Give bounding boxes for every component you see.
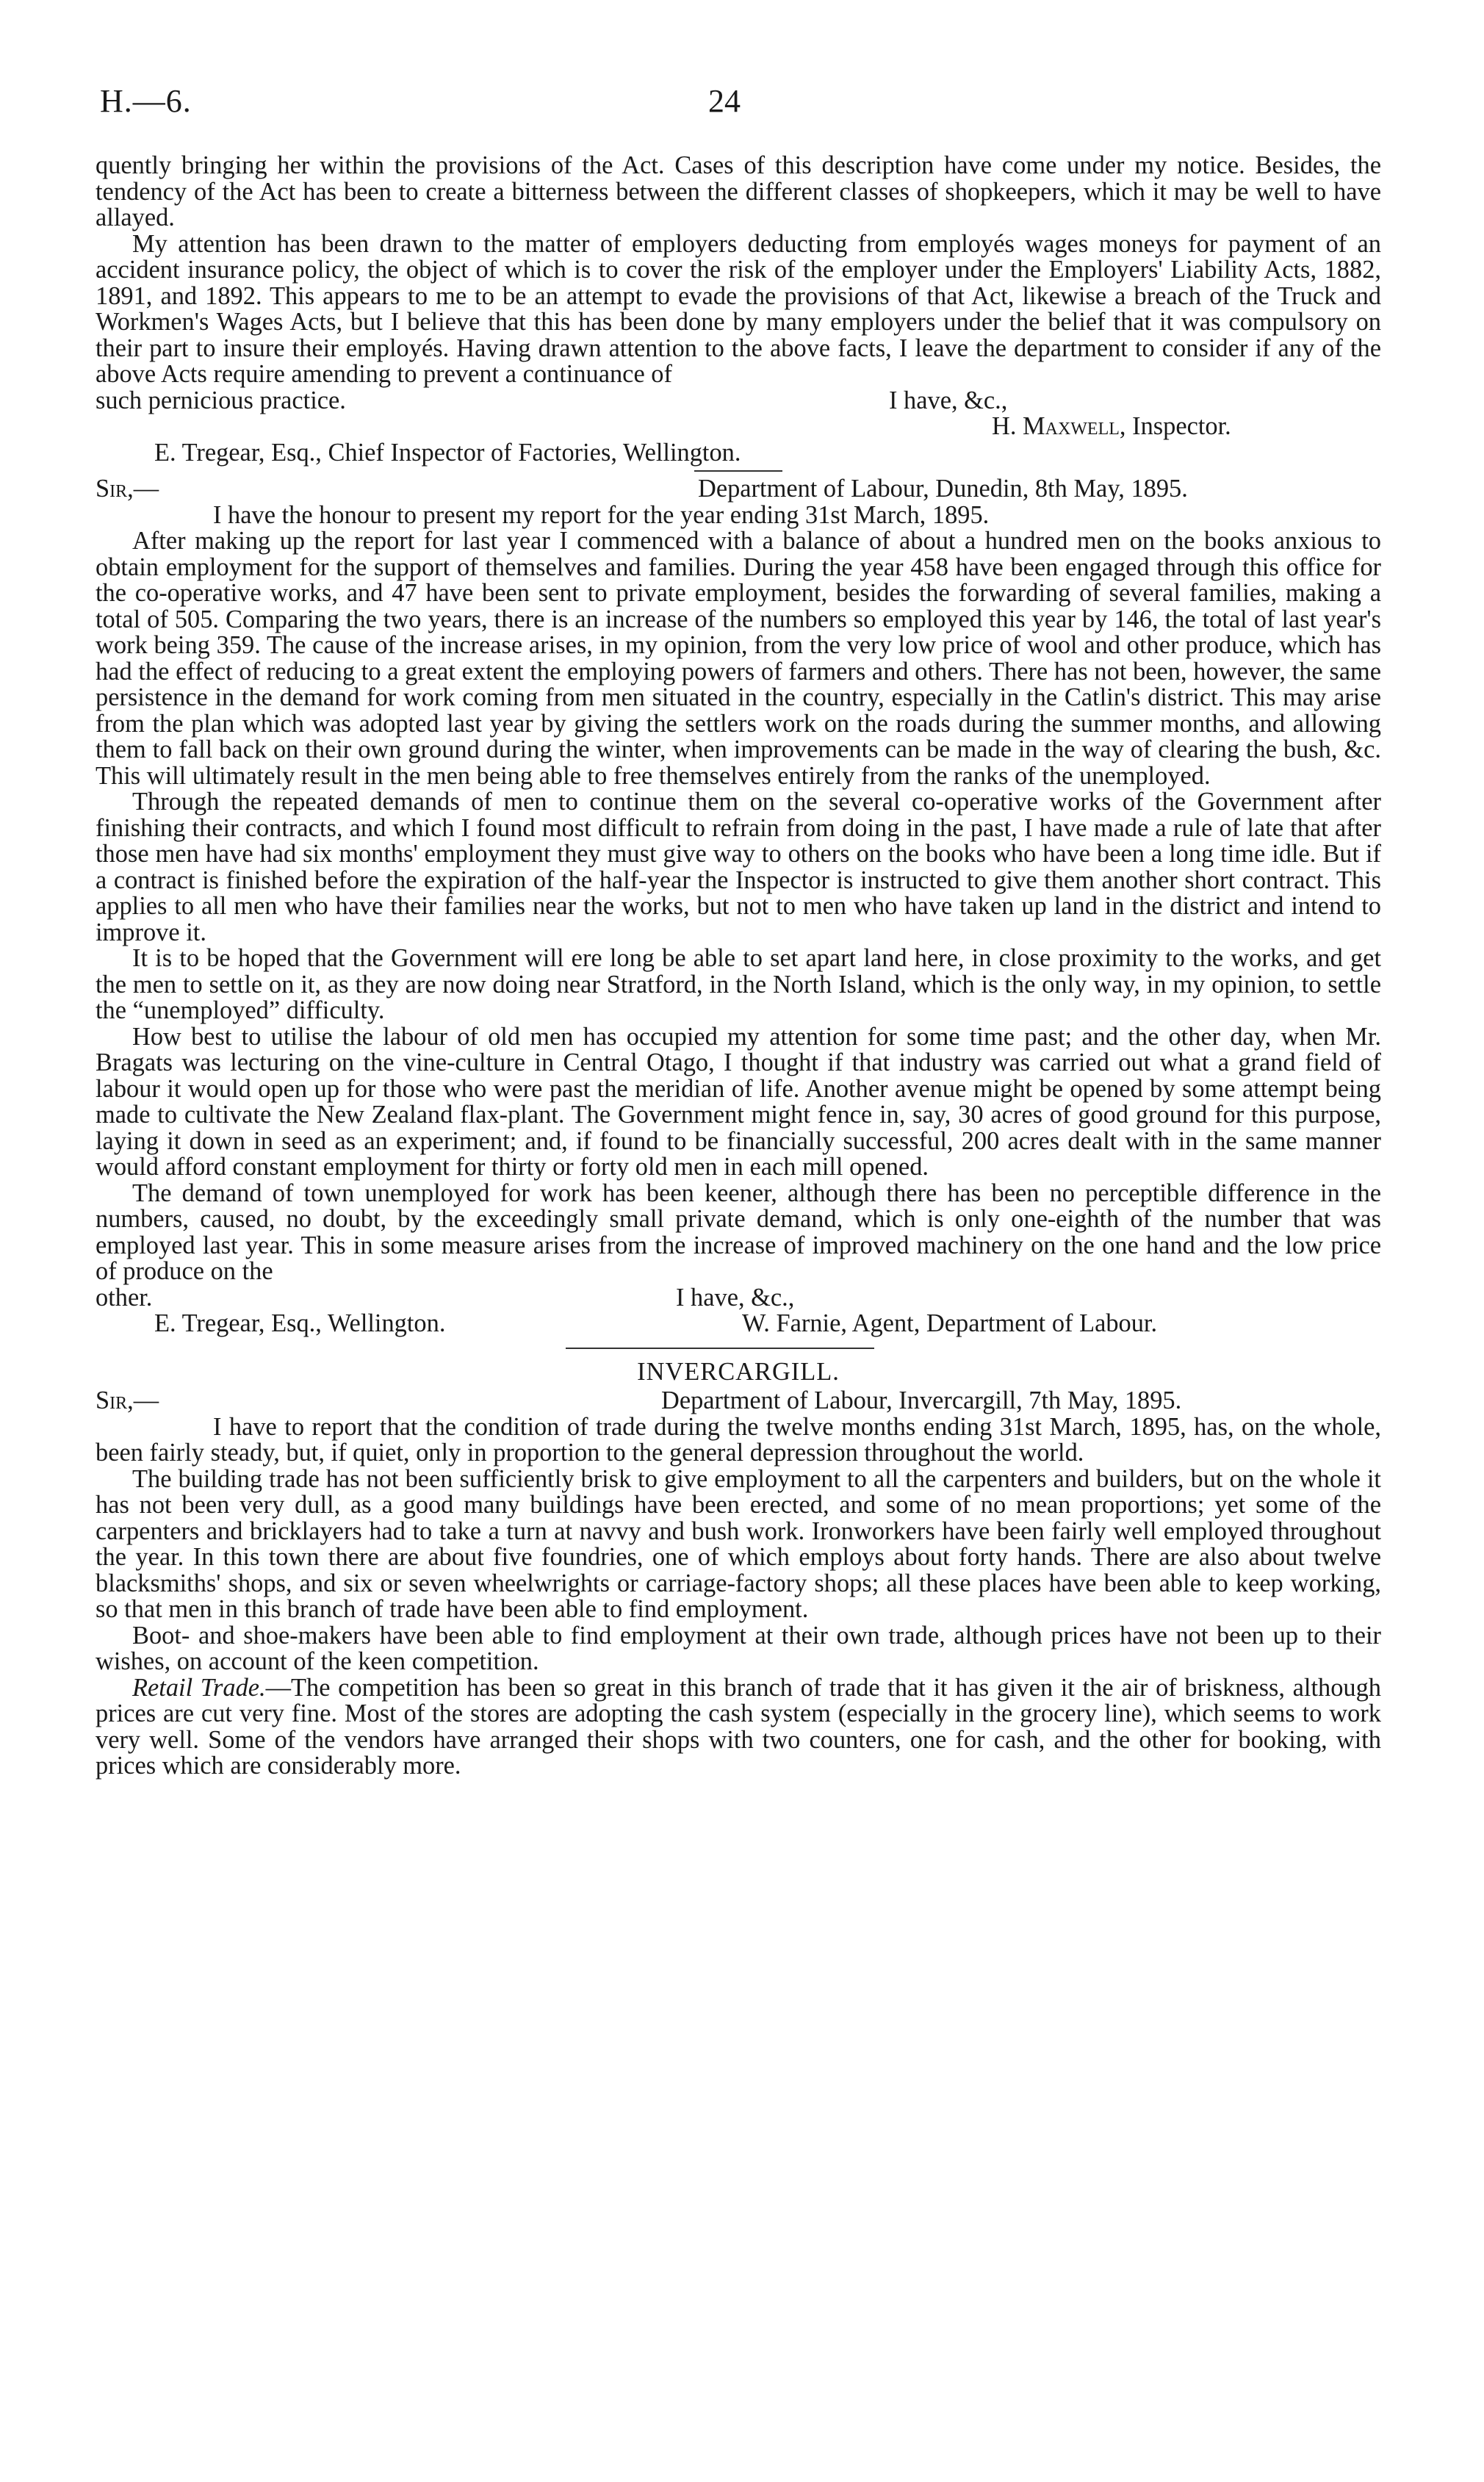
letter3-header-line <box>96 1388 1381 1414</box>
letter2-regards: I have, &c., <box>676 1283 795 1312</box>
letter2-addressee: E. Tregear, Esq., Wellington. <box>154 1309 446 1337</box>
letter2-header-line <box>96 476 1381 503</box>
letter2-closing-text: other. <box>96 1283 153 1312</box>
retail-trade-heading: Retail Trade. <box>132 1673 266 1702</box>
paragraph-continuation: quently bringing her within the provisions of the Act. Cases of this description have come under my notice. Besides, the tendency of the Act has been to create a bitterness between the different classes of shopkeepers, which it may be well to have allayed. <box>96 151 1381 231</box>
letter2-signature: W. Farnie, Agent, Department of Labour. <box>742 1309 1158 1337</box>
letter1-regards: I have, &c., <box>889 386 1008 414</box>
letter2-closing-line <box>96 1285 1381 1312</box>
retail-trade-text: —The competition has been so great in this branch of trade that it has given it the air of briskness, although prices are cut very fine. Most of the stores are adopting the cash system (especially in the grocery line), which seems to work very well. Some of the vendors have arranged their shops with two counters, one for cash, and the other for booking, with prices which are considerably more. <box>96 1673 1381 1780</box>
letter1-signature-title: Inspector. <box>1132 412 1231 440</box>
letter2-paragraph-3: Through the repeated demands of men to continue them on the several co-operative works of the Government after finishing their contracts, and which I found most difficult to refrain from doing in the past, I have made a rule of late that after those men have had six months' employment they must give way to others on the books who have been a long time idle. But if a contract is finished before the expiration of the half-year the Inspector is instructed to give them another short contract. This applies to all men who have their families near the works, but not to men who have taken up land in the district and intend to improve it. <box>96 788 1381 946</box>
letter3-paragraph-3: Boot- and shoe-makers have been able to find employment at their own trade, although prices have not been up to their wishes, on account of the keen competition. <box>96 1621 1381 1675</box>
letter2-paragraph-5: How best to utilise the labour of old men has occupied my attention for some time past; and the other day, when Mr. Bragats was lecturing on the vine-culture in Central Otago, I thought if that industry was carried out what a grand field of labour it would open up for those who were past the meridian of life. Another avenue might be opened by some attempt being made to cultivate the New Zealand flax-plant. The Government might fence in, say, 30 acres of good ground for this purpose, laying it down in seed as an experiment; and, if found to be financially successful, 200 acres dealt with in the same manner would afford constant employment for thirty or forty old men in each mill opened. <box>96 1022 1381 1181</box>
document-page <box>96 83 1381 1780</box>
letter2-dateline: Department of Labour, Dunedin, 8th May, 1895. <box>698 475 1188 503</box>
letter2-salutation: Sir,— <box>96 475 159 503</box>
letter1-signature-line <box>96 414 1381 440</box>
divider-long <box>566 1348 874 1349</box>
letter2-paragraph-1: I have the honour to present my report for the year ending 31st March, 1895. <box>213 500 990 529</box>
letter2-signature-line <box>96 1311 1381 1337</box>
letter1-closing-line <box>96 388 1381 414</box>
letter1-addressee-line <box>96 440 1381 467</box>
letter3-paragraph-2: The building trade has not been sufficiently brisk to give employment to all the carpenters and builders, but on the whole it has not been very dull, as a good many buildings have been erected, and some of no mean proportions; yet some of the carpenters and bricklayers had to take a turn at navvy and bush work. Ironworkers have been fairly well employed throughout the year. In this town there are about five foundries, one of which employs about forty hands. There are also about twelve blacksmiths' shops, and six or seven wheelwrights or carriage-factory shops; all these places have been able to keep working, so that men in this branch of trade have been able to find employment. <box>96 1464 1381 1623</box>
letter3-paragraph-1: I have to report that the condition of trade during the twelve months ending 31st March, 1895, has, on the whole, been fairly steady, but, if quiet, only in proportion to the general depression throughout the world. <box>96 1412 1381 1467</box>
page-header <box>96 83 1381 132</box>
letter3-paragraph-retail <box>96 1675 1381 1780</box>
letter2-paragraph-6: The demand of town unemployed for work has been keener, although there has been no perceptible difference in the numbers, caused, no doubt, by the exceedingly small private demand, which is only one-eighth of the number that was employed last year. This in some measure arises from the increase of improved machinery on the one hand and the low price of produce on the <box>96 1179 1381 1285</box>
letter1-signature-name: H. Maxwell, <box>992 412 1126 440</box>
letter3-dateline: Department of Labour, Invercargill, 7th May, 1895. <box>661 1386 1182 1414</box>
paragraph-insurance: My attention has been drawn to the matter of employers deducting from employés wages moneys for payment of an accident insurance policy, the object of which is to cover the risk of the employer under the Employers' Liability Acts, 1882, 1891, and 1892. This appears to me to be an attempt to evade the provisions of that Act, likewise a breach of the Truck and Workmen's Wages Acts, but I believe that this has been done by many employers under the belief that it was compulsory on their part to insure their employés. Having drawn attention to the above facts, I leave the department to consider if any of the above Acts require amending to prevent a continuance of <box>96 229 1381 388</box>
page-number: 24 <box>708 83 741 119</box>
document-reference: H.—6. <box>100 83 192 119</box>
section-heading-invercargill: INVERCARGILL. <box>637 1357 840 1386</box>
divider-short <box>694 470 782 472</box>
letter1-closing-text: such pernicious practice. <box>96 386 346 414</box>
letter3-salutation: Sir,— <box>96 1386 159 1414</box>
letter1-addressee: E. Tregear, Esq., Chief Inspector of Factories, Wellington. <box>154 438 741 467</box>
letter2-paragraph-4: It is to be hoped that the Government will ere long be able to set apart land here, in close proximity to the works, and get the men to settle on it, as they are now doing near Stratford, in the North Island, which is the only way, in my opinion, to settle the “unemployed” difficulty. <box>96 944 1381 1024</box>
letter1-signature <box>992 414 1231 440</box>
letter2-paragraph-2: After making up the report for last year I commenced with a balance of about a hundred men on the books anxious to obtain employment for the support of themselves and families. During the year 458 have been engaged through this office for the co-operative works, and 47 have been sent to private employment, besides the forwarding of several families, making a total of 505. Comparing the two years, there is an increase of the numbers so employed this year by 146, the total of last year's work being 359. The cause of the increase arises, in my opinion, from the very low price of wool and other produce, which has had the effect of reducing to a great extent the employing powers of farmers and others. There has not been, however, the same persistence in the demand for work coming from men situated in the country, especially in the Catlin's district. This may arise from the plan which was adopted last year by giving the settlers work on the roads during the summer months, and allowing them to fall back on their own ground during the winter, when improvements can be made in the way of clearing the bush, &c. This will ultimately result in the men being able to free themselves entirely from the ranks of the unemployed. <box>96 527 1381 790</box>
